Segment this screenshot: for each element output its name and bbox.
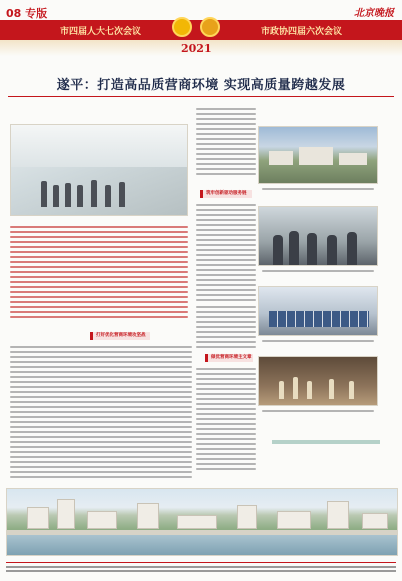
photo-caption bbox=[262, 270, 374, 275]
body-column bbox=[196, 108, 256, 178]
newspaper-logo: 北京晚报 bbox=[354, 8, 394, 19]
byline-strip bbox=[272, 440, 380, 444]
lead-paragraph bbox=[10, 226, 188, 321]
people-congress-session: 市四届人大七次会议 bbox=[60, 27, 142, 37]
city-panorama-photo bbox=[6, 488, 398, 556]
body-column bbox=[196, 368, 256, 473]
cppcc-emblem-icon bbox=[200, 17, 220, 37]
section-heading: 打好优化营商环境攻坚战 bbox=[90, 332, 150, 340]
page-label: 08 专版 bbox=[6, 7, 48, 20]
industrial-park-photo bbox=[258, 126, 378, 184]
cppcc-session: 市政协四届六次会议 bbox=[260, 27, 342, 37]
photo-caption bbox=[262, 410, 374, 415]
photo-caption bbox=[262, 188, 374, 193]
lead-photo bbox=[10, 124, 188, 216]
national-emblem-icon bbox=[172, 17, 192, 37]
factory-photo bbox=[258, 286, 378, 336]
headline-divider bbox=[8, 96, 394, 97]
body-column bbox=[196, 306, 256, 351]
section-heading: 筑牢创新驱动服务链 bbox=[200, 190, 252, 198]
year-label: 2021 bbox=[181, 42, 212, 55]
section-heading: 做优营商环境主文章 bbox=[205, 354, 253, 362]
article-headline: 遂平：打造高品质营商环境 实现高质量跨越发展 bbox=[56, 78, 346, 93]
page-footer bbox=[6, 566, 396, 576]
body-column bbox=[10, 346, 192, 481]
photo-caption bbox=[262, 340, 374, 345]
inspection-photo bbox=[258, 206, 378, 266]
footer-divider bbox=[6, 562, 396, 563]
body-column bbox=[196, 204, 256, 304]
page-header bbox=[0, 0, 402, 20]
product-photo bbox=[258, 356, 378, 406]
